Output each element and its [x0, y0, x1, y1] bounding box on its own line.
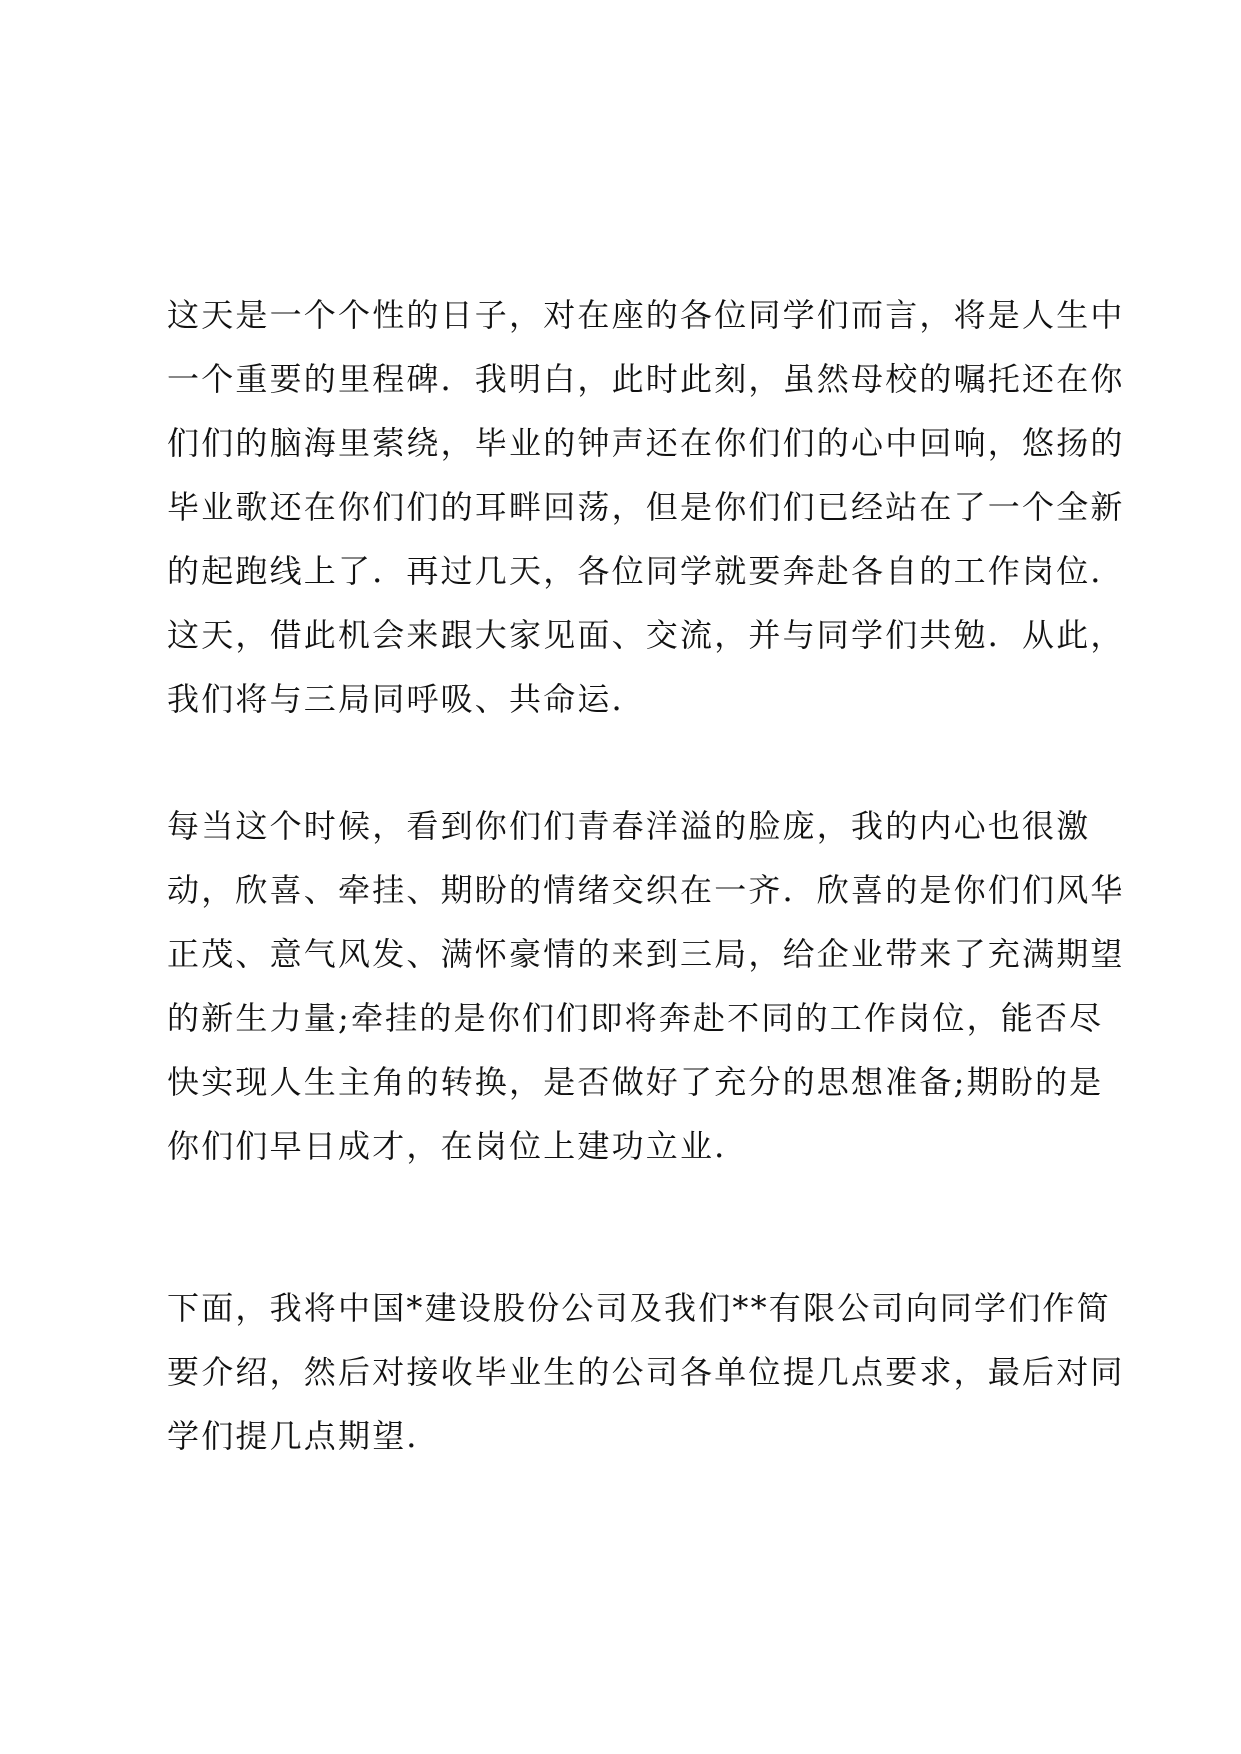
paragraph-line: 快实现人生主角的转换，是否做好了充分的思想准备;期盼的是 — [167, 1063, 1104, 1101]
paragraph-line: 你们们早日成才，在岗位上建功立业． — [167, 1127, 749, 1165]
paragraph-line: 的新生力量;牵挂的是你们们即将奔赴不同的工作岗位，能否尽 — [167, 999, 1104, 1037]
paragraph-line: 们们的脑海里萦绕，毕业的钟声还在你们们的心中回响，悠扬的 — [167, 424, 1125, 462]
paragraph-line: 动，欣喜、牵挂、期盼的情绪交织在一齐．欣喜的是你们们风华 — [167, 871, 1125, 909]
paragraph-1 — [167, 283, 1125, 731]
paragraph-line: 要介绍，然后对接收毕业生的公司各单位提几点要求，最后对同 — [167, 1353, 1125, 1391]
paragraph-line: 这天是一个个性的日子，对在座的各位同学们而言，将是人生中 — [167, 296, 1125, 334]
paragraph-line: 每当这个时候，看到你们们青春洋溢的脸庞，我的内心也很激 — [167, 807, 1091, 845]
paragraph-line: 毕业歌还在你们们的耳畔回荡，但是你们们已经站在了一个全新 — [167, 488, 1125, 526]
paragraph-line: 这天，借此机会来跟大家见面、交流，并与同学们共勉．从此， — [167, 616, 1125, 654]
paragraph-line: 一个重要的里程碑．我明白，此时此刻，虽然母校的嘱托还在你 — [167, 360, 1125, 398]
paragraph-2 — [167, 794, 1125, 1178]
paragraph-line: 正茂、意气风发、满怀豪情的来到三局，给企业带来了充满期望 — [167, 935, 1125, 973]
paragraph-line: 下面，我将中国*建设股份公司及我们**有限公司向同学们作简 — [167, 1289, 1111, 1327]
paragraph-3 — [167, 1276, 1125, 1468]
paragraph-line: 我们将与三局同呼吸、共命运． — [167, 680, 646, 718]
paragraph-line: 学们提几点期望． — [167, 1417, 441, 1455]
paragraph-line: 的起跑线上了．再过几天，各位同学就要奔赴各自的工作岗位． — [167, 552, 1125, 590]
